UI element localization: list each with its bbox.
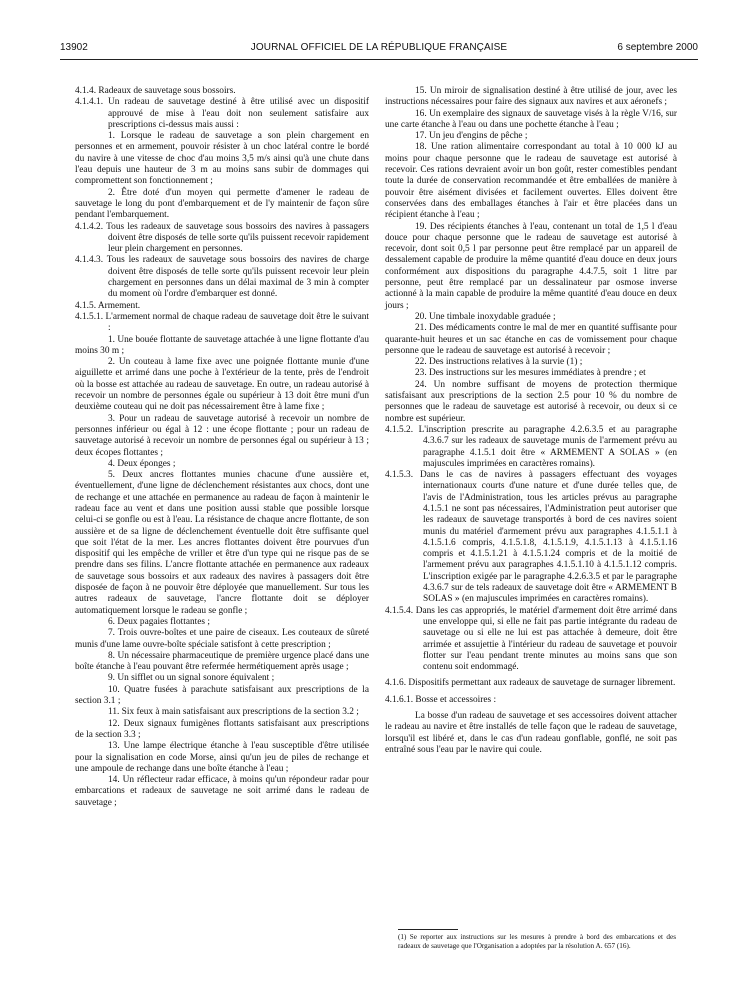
list-item: 18. Une ration alimentaire correspondant au total à 10 000 kJ au moins pour chaque personne que le radeau de sauvetage est autorisé à recevoir. Ces rations devraient avoir un bon goût, rester comestibles pendant toute la durée de conservation recommandée et être emballées de manière à pouvoir être aisément divisées et facilement ouvertes. Elles doivent être conservées dans des emballages étanches à l'air et être placées dans un récipient étanche à l'eau ;: [385, 142, 677, 221]
page-number: 13902: [60, 42, 88, 53]
list-item: 11. Six feux à main satisfaisant aux prescriptions de la section 3.2 ;: [108, 707, 359, 718]
list-item: 20. Une timbale inoxydable graduée ;: [415, 311, 556, 322]
list-item: 19. Des récipients étanches à l'eau, contenant un total de 1,5 l d'eau douce pour chaque personne que le radeau de sauvetage est autorisé à recevoir, dont soit 0,5 l par personne peut être remplacé par un appareil de dessalement capable de produire la même quantité d'eau douce en deux jours conformément aux dispositions du paragraphe 4.4.7.5, soit 1 litre par personne, peut être remplacé par un dessalinateur par osmose inverse actionné à la main capable de produire la même quantité d'eau douce en deux jours ;: [385, 221, 677, 311]
list-item: 8. Un nécessaire pharmaceutique de première urgence placé dans une boîte étanche à l'eau pouvant être refermée hermétiquement après usage ;: [75, 650, 369, 673]
list-item: 7. Trois ouvre-boîtes et une paire de ciseaux. Les couteaux de sûreté munis d'une lame ouvre-boîte spéciale satisfont à cette prescription ;: [75, 628, 369, 650]
paragraph-4-1-4-2: 4.1.4.2. Tous les radeaux de sauvetage sous bossoirs des navires à passagers doivent être disposés de telle sorte qu'ils puissent recevoir rapidement leur plein chargement en personnes.: [75, 221, 369, 255]
list-item: 2. Un couteau à lame fixe avec une poignée flottante munie d'une aiguillette et arrimé dans une poche à l'extérieur de la tente, près de l'endroit où la bosse est attachée au radeau de sauvetage. En outre, un radeau autorisé à recevoir un nombre de personnes égale ou supérieur à 13 doit être muni d'un deuxième couteau qui ne doit pas nécessairement être à lame fixe ;: [75, 357, 369, 413]
journal-title: JOURNAL OFFICIEL DE LA RÉPUBLIQUE FRANÇAISE: [250, 42, 508, 53]
footnote: (1) Se reporter aux instructions sur les mesures à prendre à bord des embarcations et des radeaux de sauvetage que l'Organisation a adoptées par la résolution A. 657 (16).: [398, 933, 676, 950]
list-item: 14. Un réflecteur radar efficace, à moins qu'un répondeur radar pour embarcations et radeaux de sauvetage ne soit arrimé dans le radeau de sauvetage ;: [75, 775, 369, 808]
paragraph-4-1-5-4: 4.1.5.4. Dans les cas appropriés, le matériel d'armement doit être arrimé dans une enveloppe qui, si elle ne fait pas partie intégrante du radeau de sauvetage ou si elle ne lui est pas attachée à demeure, doit être arrimée et assujettie à l'intérieur du radeau de sauvetage et pouvoir flotter sur l'eau pendant trente minutes au moins sans que son contenu soit endommagé.: [385, 605, 677, 673]
section-4-1-6-heading: 4.1.6. Dispositifs permettant aux radeaux de sauvetage de surnager librement.: [385, 678, 676, 689]
list-item: 21. Des médicaments contre le mal de mer en quantité suffisante pour quarante-huit heures et un sac étanche en cas de vomissement pour chaque personne que le radeau de sauvetage est autorisé à recevoir ;: [385, 323, 677, 356]
list-item: 6. Deux pagaies flottantes ;: [108, 616, 210, 627]
section-4-1-4-heading: 4.1.4. Radeaux de sauvetage sous bossoirs.: [75, 86, 236, 96]
page-header: [60, 40, 698, 58]
footnote-rule: [398, 929, 458, 930]
list-item: 10. Quatre fusées à parachute satisfaisant aux prescriptions de la section 3.1 ;: [75, 684, 369, 707]
list-item: 12. Deux signaux fumigènes flottants satisfaisant aux prescriptions de la section 3.3 ;: [75, 718, 369, 740]
paragraph-4-1-5-2: 4.1.5.2. L'inscription prescrite au paragraphe 4.2.6.3.5 et au paragraphe 4.3.6.7 sur les radeaux de sauvetage munis de l'armement prévu au paragraphe 4.1.5.1 doit être « ARMEMENT A SOLAS » (en majuscules imprimées en caractères romains).: [385, 424, 677, 469]
list-item: 15. Un miroir de signalisation destiné à être utilisé de jour, avec les instructions nécessaires pour faire des signaux aux navires et aux aéronefs ;: [385, 86, 677, 108]
list-item: 3. Pour un radeau de sauvetage autorisé à recevoir un nombre de personnes inférieur ou égal à 12 : une écope flottante ; pour un radeau de sauvetage autorisé à recevoir un nombre de personnes égal ou supérieur à 13 ; deux écopes flottantes ;: [75, 413, 369, 458]
list-item: 4. Deux éponges ;: [108, 458, 176, 469]
paragraph-4-1-4-1: 4.1.4.1. Un radeau de sauvetage destiné à être utilisé avec un dispositif approuvé de mise à l'eau doit non seulement satisfaire aux prescriptions ci-dessus mais aussi :: [75, 97, 369, 130]
left-column: [75, 86, 369, 809]
header-rule: [60, 59, 698, 60]
list-item: 1. Lorsque le radeau de sauvetage a son plein chargement en personnes et en armement, pouvoir résister à un choc latéral contre le bordé du navire à une vitesse de choc d'au moins 3,5 m/s ainsi qu'à une chute dans l'eau depuis une hauteur de 3 m au moins sans subir de dommages qui compromettent son fonctionnement ;: [75, 131, 369, 187]
list-item: 17. Un jeu d'engins de pêche ;: [415, 131, 528, 142]
list-item: 22. Des instructions relatives à la survie (1) ;: [415, 357, 583, 368]
list-item: 23. Des instructions sur les mesures immédiates à prendre ; et: [415, 368, 646, 379]
paragraph-4-1-4-3: 4.1.4.3. Tous les radeaux de sauvetage sous bossoirs des navires de charge doivent être disposés de telle sorte qu'ils puissent recevoir leur plein chargement en personnes dans un délai maximal de 3 min à compter du moment où l'ordre d'embarquer est donné.: [75, 255, 369, 300]
list-item: 5. Deux ancres flottantes munies chacune d'une aussière et, éventuellement, d'une ligne de déclenchement résistantes aux chocs, dont une de rechange et une attachée en permanence au radeau de façon à maintenir le radeau face au vent et dans une position aussi stable que possible lorsque celui-ci se gonfle ou est à l'eau. La résistance de chaque ancre flottante, de son aussière et de sa ligne de déclenchement éventuelle doit être suffisante quel que soit l'état de la mer. Les ancres flottantes doivent être pourvues d'un dispositif qui les empêche de vriller et être d'un type qui ne risque pas de se prendre dans ses filins. L'ancre flottante attachée en permanence aux radeaux de sauvetage sous bossoirs et aux radeaux des navires à passagers doit être disposée de façon à ne pouvoir être déployée que manuellement. Sur tous les autres radeaux de sauvetage, l'ancre flottante doit se déployer automatiquement lorsque le radeau se gonfle ;: [75, 470, 369, 616]
paragraph-4-1-5-3: 4.1.5.3. Dans le cas de navires à passagers effectuant des voyages internationaux courts d'une nature et d'une durée telles que, de l'avis de l'Administration, tous les articles prévus au paragraphe 4.1.5.1 ne sont pas nécessaires, l'Administration peut autoriser que les radeaux de sauvetage transportés à bord de ces navires soient munis du matériel d'armement prévu aux paragraphes 4.1.5.1.1 à 4.1.5.1.6 compris, 4.1.5.1.8, 4.1.5.1.9, 4.1.5.1.13 à 4.1.5.1.16 compris et 4.1.5.1.21 à 4.1.5.1.24 compris et de la moitié de l'armement prévu aux paragraphes 4.1.5.1.10 à 4.1.5.1.12 compris. L'inscription exigée par le paragraphe 4.2.6.3.5 et par le paragraphe 4.3.6.7 sur de tels radeaux de sauvetage doit être « ARMEMENT B SOLAS » (en majuscules imprimées en caractères romains).: [385, 470, 677, 605]
list-item: 16. Un exemplaire des signaux de sauvetage visés à la règle V/16, sur une carte étanche à l'eau ou dans une pochette étanche à l'eau ;: [385, 108, 677, 130]
paragraph-4-1-5-1: 4.1.5.1. L'armement normal de chaque radeau de sauvetage doit être le suivant :: [75, 311, 369, 334]
list-item: 2. Être doté d'un moyen qui permette d'amener le radeau de sauvetage le long du pont d'embarquement et de l'y maintenir de façon sûre pendant l'embarquement.: [75, 187, 369, 221]
paragraph-body: La bosse d'un radeau de sauvetage et ses accessoires doivent attacher le radeau au navire et être installés de telle façon que le radeau de sauvetage, lorsqu'il est libéré et, dans le cas d'un radeau gonflable, gonflé, ne soit pas entraîné sous l'eau par le navire qui coule.: [385, 711, 677, 755]
list-item: 13. Une lampe électrique étanche à l'eau susceptible d'être utilisée pour la signalisation en code Morse, ainsi qu'un jeu de piles de rechange et une ampoule de rechange dans une boîte étanche à l'eau ;: [75, 741, 369, 774]
right-column: [385, 86, 677, 756]
list-item: 1. Une bouée flottante de sauvetage attachée à une ligne flottante d'au moins 30 m ;: [75, 334, 369, 356]
list-item: 9. Un sifflet ou un signal sonore équivalent ;: [108, 673, 275, 684]
paragraph-4-1-6-1: 4.1.6.1. Bosse et accessoires :: [385, 694, 497, 705]
publication-date: 6 septembre 2000: [617, 42, 698, 53]
section-4-1-5-heading: 4.1.5. Armement.: [75, 300, 141, 311]
list-item: 24. Un nombre suffisant de moyens de protection thermique satisfaisant aux prescriptions de la section 2.5 pour 10 % du nombre de personnes que le radeau de sauvetage est autorisé à recevoir, ou deux si ce nombre est supérieur.: [385, 379, 677, 424]
